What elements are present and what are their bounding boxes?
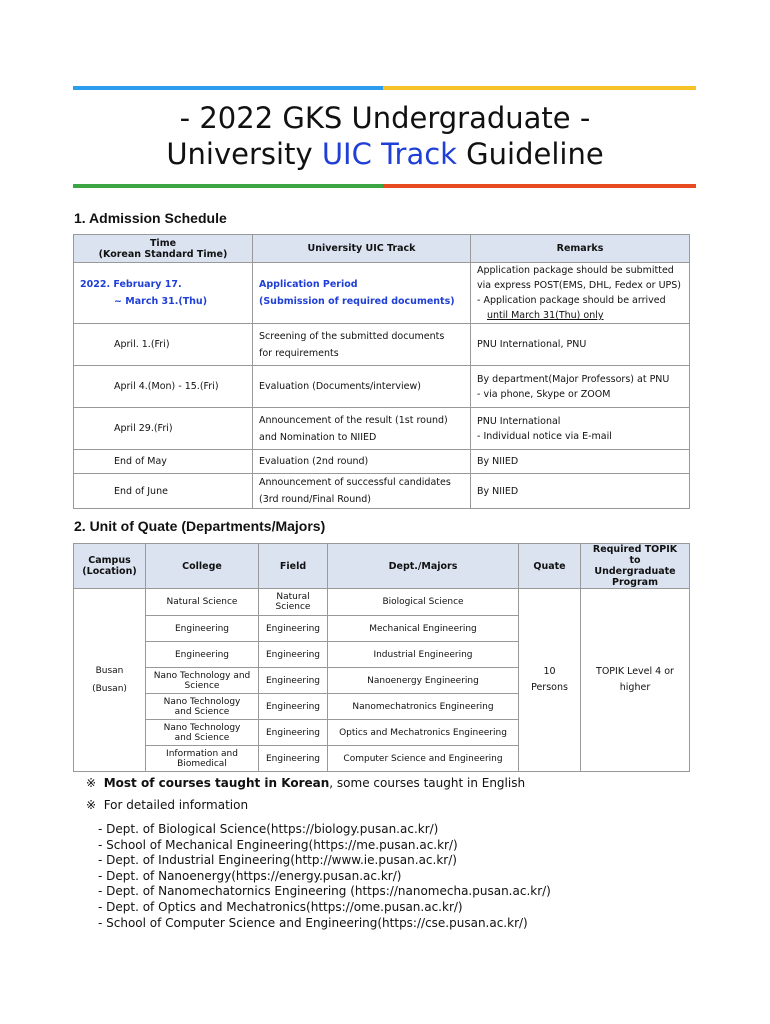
table-row: Nano Technology and Science Engineering Nanoenergy Engineering <box>74 668 690 694</box>
section-heading-quota: 2. Unit of Quate (Departments/Majors) <box>74 518 326 534</box>
header-campus: Campus (Location) <box>74 544 146 589</box>
admission-schedule-table <box>73 234 690 509</box>
campus-cell: Busan (Busan) <box>74 589 146 772</box>
header-topik: Required TOPIK to Undergraduate Program <box>581 544 690 589</box>
department-links <box>98 822 551 931</box>
table-row: End of May Evaluation (2nd round) By NIIED <box>74 450 690 474</box>
table-row: April. 1.(Fri) Screening of the submitted documents for requirements PNU International, PNU <box>74 324 690 366</box>
bottom-bar-green <box>73 184 383 188</box>
header-remarks: Remarks <box>471 235 690 263</box>
link-mechanical[interactable]: - School of Mechanical Engineering(https://me.pusan.ac.kr/) <box>98 837 458 852</box>
header-track: University UIC Track <box>253 235 471 263</box>
table-row: 2022. February 17. ~ March 31.(Thu) Application Period (Submission of required documents) Application package should be submitted via express POST(EMS, DHL, Fedex or UPS) - Application package should be arrived until March 31(Thu) only <box>74 263 690 324</box>
table-row: April 29.(Fri) Announcement of the result (1st round) and Nomination to NIIED PNU International - Individual notice via E-mail <box>74 408 690 450</box>
table-row: Nano Technology and Science Engineering Optics and Mechatronics Engineering <box>74 720 690 746</box>
table-row: End of June Announcement of successful candidates (3rd round/Final Round) By NIIED <box>74 474 690 509</box>
note-details: ※ For detailed information <box>86 798 249 812</box>
link-optics[interactable]: - Dept. of Optics and Mechatronics(https://ome.pusan.ac.kr/) <box>98 899 463 914</box>
table-row: Engineering Engineering Industrial Engineering <box>74 642 690 668</box>
quota-cell: 10 Persons <box>519 589 581 772</box>
top-bar-blue <box>73 86 383 90</box>
header-field: Field <box>259 544 328 589</box>
table-row: Engineering Engineering Mechanical Engineering <box>74 616 690 642</box>
table-row: Information and Biomedical Engineering Computer Science and Engineering <box>74 746 690 772</box>
note-language: ※ Most of courses taught in Korean, some courses taught in English <box>86 776 526 790</box>
link-industrial[interactable]: - Dept. of Industrial Engineering(http://www.ie.pusan.ac.kr/) <box>98 853 457 868</box>
title-line-1: - 2022 GKS Undergraduate - <box>179 101 591 135</box>
top-bar-yellow <box>383 86 696 90</box>
document-title <box>0 100 770 172</box>
link-nanoenergy[interactable]: - Dept. of Nanoenergy(https://energy.pusan.ac.kr/) <box>98 868 402 883</box>
link-biology[interactable]: - Dept. of Biological Science(https://biology.pusan.ac.kr/) <box>98 822 439 836</box>
header-dept: Dept./Majors <box>328 544 519 589</box>
header-time: Time (Korean Standard Time) <box>74 235 253 263</box>
section-heading-schedule: 1. Admission Schedule <box>74 210 227 226</box>
table-row: Busan (Busan) Natural Science Natural Science Biological Science 10 Persons TOPIK Level 4 or higher <box>74 589 690 616</box>
topik-cell: TOPIK Level 4 or higher <box>581 589 690 772</box>
header-college: College <box>146 544 259 589</box>
table-row: Nano Technology and Science Engineering Nanomechatronics Engineering <box>74 694 690 720</box>
header-quate: Quate <box>519 544 581 589</box>
table-row: April 4.(Mon) - 15.(Fri) Evaluation (Documents/interview) By department(Major Professors) at PNU - via phone, Skype or ZOOM <box>74 366 690 408</box>
bottom-bar-red <box>383 184 696 188</box>
link-computer-science[interactable]: - School of Computer Science and Engineering(https://cse.pusan.ac.kr/) <box>98 915 528 930</box>
quota-table <box>73 543 690 772</box>
title-line-2: University UIC Track Guideline <box>166 137 604 171</box>
link-nanomechatronics[interactable]: - Dept. of Nanomechatornics Engineering (https://nanomecha.pusan.ac.kr/) <box>98 884 551 899</box>
